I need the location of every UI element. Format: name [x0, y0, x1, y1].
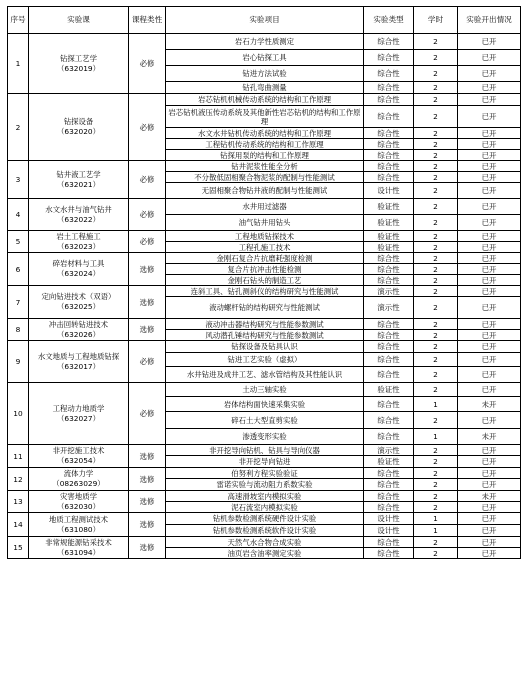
- course-cell: [29, 468, 129, 491]
- course-name: 水文水井与油气钻井: [45, 204, 112, 214]
- experiment-hours: 1: [414, 513, 458, 525]
- experiment-hours: 2: [414, 275, 458, 286]
- course-code: （08263029）: [52, 479, 105, 488]
- header-row: [8, 7, 521, 34]
- course-cell: [29, 319, 129, 341]
- experiment-hours: 2: [414, 479, 458, 491]
- experiment-type: 综合性: [364, 275, 414, 286]
- experiment-project: 油气钻井用钻头: [166, 215, 364, 231]
- header-cell-hours: 学时: [414, 7, 458, 34]
- experiment-type: 设计性: [364, 525, 414, 537]
- experiment-status: 未开: [458, 429, 521, 445]
- course-cell: [29, 253, 129, 286]
- course-code: （632017）: [57, 361, 100, 371]
- course-code: （632054）: [57, 456, 100, 465]
- course-kind: 选修: [129, 319, 166, 341]
- course-name: 非开挖施工技术: [52, 446, 105, 455]
- course-cell: [29, 231, 129, 253]
- experiment-type: 综合性: [364, 264, 414, 275]
- experiment-type: 综合性: [364, 330, 414, 341]
- course-cell: [29, 94, 129, 161]
- experiment-hours: 2: [414, 150, 458, 161]
- course-number: 4: [8, 199, 29, 231]
- experiment-status: 已开: [458, 297, 521, 319]
- course-name: 水文地质与工程地质钻探: [37, 351, 120, 361]
- experiment-hours: 2: [414, 94, 458, 106]
- experiment-project: 工程钻机传动系统的结构和工作原理: [166, 139, 364, 150]
- experiment-project: 非开挖导向钻进: [166, 456, 364, 468]
- course-cell: [29, 199, 129, 231]
- experiment-type: 验证性: [364, 456, 414, 468]
- experiment-hours: 2: [414, 297, 458, 319]
- experiment-status: 已开: [458, 253, 521, 264]
- experiment-status: 已开: [458, 502, 521, 513]
- table-row: [8, 341, 521, 353]
- table-row: [8, 383, 521, 397]
- course-name: 地质工程测试技术: [48, 514, 109, 524]
- experiment-project: 岩石力学性质测定: [166, 34, 364, 50]
- course-number: 7: [8, 286, 29, 319]
- header-cell-project: 实验项目: [166, 7, 364, 34]
- experiment-type: 演示性: [364, 445, 414, 456]
- experiment-hours: 2: [414, 341, 458, 353]
- experiment-hours: 1: [414, 525, 458, 537]
- table-row: [8, 199, 521, 215]
- experiment-status: 已开: [458, 264, 521, 275]
- experiment-status: 未开: [458, 491, 521, 502]
- experiment-project: 泥石流室内模拟实验: [166, 502, 364, 513]
- experiment-hours: 2: [414, 502, 458, 513]
- experiment-hours: 2: [414, 199, 458, 215]
- course-code: （632020）: [57, 127, 100, 136]
- experiment-hours: 2: [414, 50, 458, 66]
- experiment-status: 已开: [458, 275, 521, 286]
- experiment-status: 已开: [458, 412, 521, 429]
- experiment-project: 金刚石钻头的制造工艺: [166, 275, 364, 286]
- header-cell-no: 序号: [8, 7, 29, 34]
- experiment-status: 已开: [458, 215, 521, 231]
- experiment-type: 综合性: [364, 397, 414, 412]
- experiment-project: 岩体结构面快速采集实验: [166, 397, 364, 412]
- experiment-type: 验证性: [364, 231, 414, 242]
- experiment-hours: 2: [414, 82, 458, 94]
- experiment-type: 综合性: [364, 94, 414, 106]
- course-kind: 选修: [129, 468, 166, 491]
- experiment-type: 设计性: [364, 183, 414, 199]
- experiment-type: 综合性: [364, 319, 414, 330]
- experiment-project: 不分散低固相聚合物泥浆的配制与性能测试: [166, 172, 364, 183]
- course-number: 1: [8, 34, 29, 94]
- experiment-hours: 2: [414, 330, 458, 341]
- experiment-project: 天然气水合物合成实验: [166, 537, 364, 548]
- experiment-type: 综合性: [364, 367, 414, 383]
- experiment-status: 已开: [458, 161, 521, 172]
- experiment-project: 钻进工艺实验（虚拟）: [166, 353, 364, 367]
- experiment-hours: 2: [414, 468, 458, 479]
- course-code: （632023）: [57, 241, 100, 251]
- table-row: [8, 34, 521, 50]
- experiment-type: 综合性: [364, 468, 414, 479]
- experiment-status: 已开: [458, 468, 521, 479]
- experiment-status: 已开: [458, 341, 521, 353]
- experiment-type: 综合性: [364, 341, 414, 353]
- experiment-type: 综合性: [364, 172, 414, 183]
- experiment-status: 已开: [458, 50, 521, 66]
- course-number: 14: [8, 513, 29, 537]
- course-kind: 必修: [129, 94, 166, 161]
- experiment-status: 已开: [458, 525, 521, 537]
- table-header: [8, 7, 521, 34]
- course-code: （632024）: [57, 269, 100, 278]
- experiment-type: 综合性: [364, 537, 414, 548]
- experiment-status: 已开: [458, 330, 521, 341]
- course-code: （631080）: [57, 524, 100, 534]
- course-kind: 选修: [129, 286, 166, 319]
- header-cell-type: 实验类型: [364, 7, 414, 34]
- experiment-project: 钻机参数检测系统软件设计实验: [166, 525, 364, 537]
- experiment-hours: 2: [414, 537, 458, 548]
- course-number: 13: [8, 491, 29, 513]
- experiment-hours: 1: [414, 397, 458, 412]
- experiment-hours: 2: [414, 128, 458, 139]
- course-code: （632025）: [57, 302, 100, 311]
- table-row: [8, 319, 521, 330]
- experiment-status: 已开: [458, 172, 521, 183]
- experiment-status: 已开: [458, 183, 521, 199]
- experiment-status: 已开: [458, 286, 521, 297]
- table-row: [8, 94, 521, 106]
- experiment-status: 已开: [458, 34, 521, 50]
- experiment-type: 演示性: [364, 297, 414, 319]
- experiment-hours: 2: [414, 412, 458, 429]
- experiment-project: 雷诺实验与流动阻力系数实验: [166, 479, 364, 491]
- header-cell-course: 实验课: [29, 7, 129, 34]
- experiment-hours: 2: [414, 161, 458, 172]
- experiment-type: 综合性: [364, 253, 414, 264]
- experiment-hours: 2: [414, 231, 458, 242]
- course-kind: 必修: [129, 383, 166, 445]
- experiment-project: 钻进方法试验: [166, 66, 364, 82]
- experiment-hours: 2: [414, 139, 458, 150]
- experiment-project: 岩芯钻机机械传动系统的结构和工作原理: [166, 94, 364, 106]
- header-cell-kind: 课程类性: [129, 7, 166, 34]
- course-cell: [29, 513, 129, 537]
- experiment-hours: 2: [414, 106, 458, 128]
- course-cell: [29, 341, 129, 383]
- course-code: （632030）: [57, 501, 100, 511]
- experiment-project: 土动三轴实验: [166, 383, 364, 397]
- course-kind: 必修: [129, 161, 166, 199]
- experiment-status: 已开: [458, 66, 521, 82]
- course-kind: 必修: [129, 199, 166, 231]
- experiment-status: 已开: [458, 353, 521, 367]
- table-row: [8, 468, 521, 479]
- experiment-type: 设计性: [364, 513, 414, 525]
- experiment-hours: 2: [414, 491, 458, 502]
- course-code: （631094）: [57, 547, 100, 557]
- course-number: 11: [8, 445, 29, 468]
- table-row: [8, 513, 521, 525]
- experiment-project: 油页岩含油率测定实验: [166, 548, 364, 559]
- experiment-project: 水井钻进及成井工艺、滤水管结构及其性能认识: [166, 367, 364, 383]
- table-row: [8, 231, 521, 242]
- experiment-project: 渗透变形实验: [166, 429, 364, 445]
- experiment-project: 液动冲击器结构研究与性能参数测试: [166, 319, 364, 330]
- course-name: 冲击回转钻进技术: [48, 319, 109, 329]
- experiment-status: 已开: [458, 94, 521, 106]
- course-kind: 选修: [129, 445, 166, 468]
- course-code: （632026）: [57, 329, 100, 339]
- experiment-project: 伯努利方程实验验证: [166, 468, 364, 479]
- experiment-project: 水井用过滤器: [166, 199, 364, 215]
- table-row: [8, 161, 521, 172]
- course-code: （632021）: [57, 179, 100, 189]
- course-kind: 必修: [129, 34, 166, 94]
- course-name: 非常规能源钻采技术: [45, 537, 112, 547]
- experiment-table-wrapper: [7, 6, 520, 559]
- experiment-hours: 2: [414, 183, 458, 199]
- experiment-project: 工程地质钻探技术: [166, 231, 364, 242]
- course-number: 9: [8, 341, 29, 383]
- experiment-project: 工程孔施工技术: [166, 242, 364, 253]
- experiment-type: 综合性: [364, 429, 414, 445]
- experiment-status: 未开: [458, 397, 521, 412]
- experiment-type: 验证性: [364, 199, 414, 215]
- experiment-project: 钻探用泵的结构和工作原理: [166, 150, 364, 161]
- course-number: 15: [8, 537, 29, 559]
- experiment-type: 综合性: [364, 150, 414, 161]
- course-name: 碎岩材料与工具: [52, 259, 105, 268]
- course-number: 8: [8, 319, 29, 341]
- experiment-project: 非开挖导向钻机、钻具与导向仪器: [166, 445, 364, 456]
- experiment-type: 综合性: [364, 161, 414, 172]
- experiment-project: 钻井泥浆性能全分析: [166, 161, 364, 172]
- course-cell: [29, 383, 129, 445]
- course-name: 灾害地质学: [60, 491, 97, 501]
- table-row: [8, 491, 521, 502]
- experiment-type: 综合性: [364, 548, 414, 559]
- course-code: （632027）: [57, 413, 100, 423]
- experiment-type: 综合性: [364, 128, 414, 139]
- experiment-status: 已开: [458, 242, 521, 253]
- experiment-project: 液动螺杆钻的结构研究与性能测试: [166, 297, 364, 319]
- experiment-status: 已开: [458, 150, 521, 161]
- experiment-hours: 1: [414, 429, 458, 445]
- experiment-status: 已开: [458, 128, 521, 139]
- experiment-type: 综合性: [364, 82, 414, 94]
- experiment-status: 已开: [458, 383, 521, 397]
- experiment-hours: 2: [414, 286, 458, 297]
- experiment-status: 已开: [458, 479, 521, 491]
- table-row: [8, 445, 521, 456]
- experiment-hours: 2: [414, 319, 458, 330]
- course-code: （632022）: [57, 214, 100, 224]
- course-kind: 必修: [129, 341, 166, 383]
- course-number: 6: [8, 253, 29, 286]
- table-body: [8, 34, 521, 559]
- experiment-type: 综合性: [364, 34, 414, 50]
- experiment-type: 综合性: [364, 106, 414, 128]
- experiment-project: 水文水井钻机传动系统的结构和工作原理: [166, 128, 364, 139]
- experiment-project: 无固相聚合物钻井液的配制与性能测试: [166, 183, 364, 199]
- experiment-type: 综合性: [364, 479, 414, 491]
- experiment-type: 综合性: [364, 139, 414, 150]
- course-number: 12: [8, 468, 29, 491]
- experiment-hours: 2: [414, 383, 458, 397]
- experiment-hours: 2: [414, 66, 458, 82]
- course-name: 定向钻进技术（双语）: [41, 292, 116, 301]
- experiment-status: 已开: [458, 106, 521, 128]
- course-number: 3: [8, 161, 29, 199]
- experiment-status: 已开: [458, 82, 521, 94]
- experiment-status: 已开: [458, 445, 521, 456]
- experiment-project: 钻机参数检测系统硬件设计实验: [166, 513, 364, 525]
- experiment-hours: 2: [414, 215, 458, 231]
- experiment-hours: 2: [414, 367, 458, 383]
- experiment-status: 已开: [458, 319, 521, 330]
- course-cell: [29, 34, 129, 94]
- experiment-hours: 2: [414, 353, 458, 367]
- experiment-hours: 2: [414, 253, 458, 264]
- table-row: [8, 253, 521, 264]
- experiment-project: 金刚石复合片抗磨耗强度检测: [166, 253, 364, 264]
- table-row: [8, 537, 521, 548]
- experiment-type: 综合性: [364, 353, 414, 367]
- course-number: 10: [8, 383, 29, 445]
- experiment-hours: 2: [414, 242, 458, 253]
- experiment-status: 已开: [458, 199, 521, 215]
- experiment-hours: 2: [414, 172, 458, 183]
- experiment-table: [7, 6, 521, 559]
- experiment-status: 已开: [458, 537, 521, 548]
- course-name: 工程动力地质学: [52, 403, 105, 413]
- course-name: 钻井液工艺学: [56, 169, 101, 179]
- course-code: （632019）: [57, 63, 100, 73]
- course-kind: 选修: [129, 513, 166, 537]
- experiment-project: 高速滑坡室内模拟实验: [166, 491, 364, 502]
- experiment-project: 岩心钻探工具: [166, 50, 364, 66]
- experiment-type: 综合性: [364, 491, 414, 502]
- experiment-hours: 2: [414, 548, 458, 559]
- experiment-type: 验证性: [364, 242, 414, 253]
- experiment-hours: 2: [414, 34, 458, 50]
- experiment-status: 已开: [458, 456, 521, 468]
- header-cell-status: 实验开出情况: [458, 7, 521, 34]
- experiment-project: 连斜工具、钻孔测斜仪的结构研究与性能测试: [166, 286, 364, 297]
- experiment-hours: 2: [414, 456, 458, 468]
- course-cell: [29, 537, 129, 559]
- course-name: 岩土工程施工: [56, 231, 101, 241]
- experiment-type: 综合性: [364, 502, 414, 513]
- experiment-status: 已开: [458, 139, 521, 150]
- experiment-status: 已开: [458, 548, 521, 559]
- experiment-project: 钻探设备及钻具认识: [166, 341, 364, 353]
- course-kind: 选修: [129, 491, 166, 513]
- course-name: 流体力学: [63, 469, 94, 478]
- course-number: 2: [8, 94, 29, 161]
- experiment-project: 岩芯钻机液压传动系统及其他新性岩芯钻机的结构和工作原理: [166, 106, 364, 128]
- course-name: 钻探工艺学: [60, 53, 97, 63]
- experiment-status: 已开: [458, 367, 521, 383]
- course-cell: [29, 445, 129, 468]
- course-kind: 选修: [129, 253, 166, 286]
- table-row: [8, 286, 521, 297]
- course-name: 钻探设备: [63, 117, 94, 126]
- experiment-project: 钻孔弯曲测量: [166, 82, 364, 94]
- experiment-type: 综合性: [364, 50, 414, 66]
- experiment-type: 演示性: [364, 286, 414, 297]
- course-kind: 必修: [129, 231, 166, 253]
- experiment-type: 验证性: [364, 383, 414, 397]
- experiment-hours: 2: [414, 264, 458, 275]
- experiment-project: 复合片抗冲击性能检测: [166, 264, 364, 275]
- experiment-type: 综合性: [364, 66, 414, 82]
- experiment-status: 已开: [458, 231, 521, 242]
- experiment-hours: 2: [414, 445, 458, 456]
- course-kind: 选修: [129, 537, 166, 559]
- experiment-project: 风动潜孔锤结构研究与性能参数测试: [166, 330, 364, 341]
- course-number: 5: [8, 231, 29, 253]
- experiment-status: 已开: [458, 513, 521, 525]
- course-cell: [29, 161, 129, 199]
- course-cell: [29, 491, 129, 513]
- experiment-type: 综合性: [364, 412, 414, 429]
- experiment-project: 碎石土大型直剪实验: [166, 412, 364, 429]
- experiment-type: 验证性: [364, 215, 414, 231]
- course-cell: [29, 286, 129, 319]
